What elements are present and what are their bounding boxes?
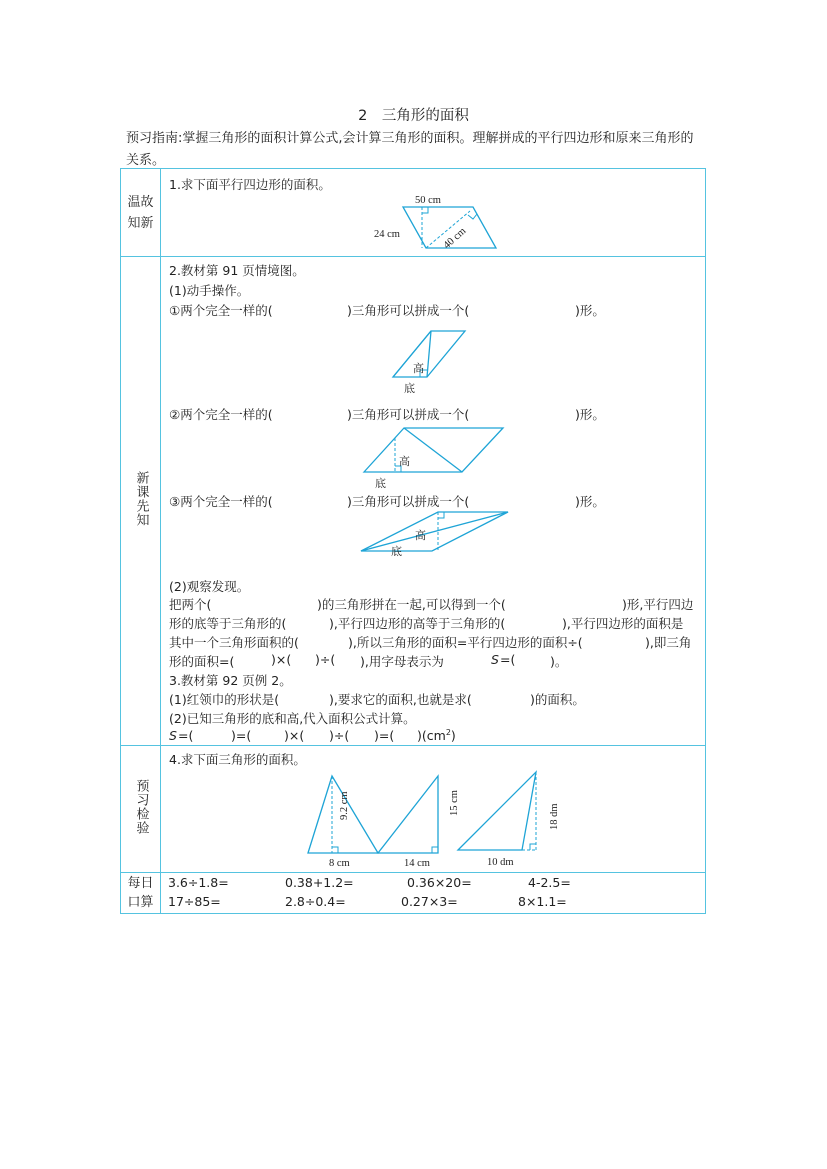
- check-label-text: 预习检验: [133, 779, 149, 835]
- question-4: 4.求下面三角形的面积。: [169, 752, 306, 767]
- q3-1-a: (1)红领巾的形状是(: [169, 692, 280, 707]
- q3-3-b: )=(: [231, 728, 252, 743]
- daily-row: [121, 873, 706, 914]
- review-label-line1: 温故: [127, 194, 154, 210]
- obs3-a: 其中一个三角形面积的(: [169, 635, 299, 650]
- parallelogram-figure: [374, 191, 539, 255]
- calc-item: 0.38+1.2=: [285, 875, 354, 890]
- calc-item: 8×1.1=: [518, 894, 567, 909]
- label-8cm: 8 cm: [329, 858, 350, 869]
- obs4-d: ),用字母表示为: [360, 654, 444, 669]
- worksheet-table: [120, 168, 706, 914]
- row2-text-b: )三角形可以拼成一个(: [347, 407, 470, 422]
- new-lesson-label-text: 新课先知: [133, 471, 149, 527]
- row2-text-a: ②两个完全一样的(: [169, 407, 273, 422]
- q3-2: (2)已知三角形的底和高,代入面积公式计算。: [169, 711, 416, 726]
- triangles-figure: [301, 768, 561, 872]
- calc-item: 17÷85=: [168, 894, 221, 909]
- fig3-base-label: 底: [391, 545, 402, 558]
- label-9-2cm: 9.2 cm: [339, 791, 350, 820]
- figure-obtuse-triangles: [359, 512, 511, 558]
- obs4-s: S: [491, 652, 499, 667]
- review-content: [161, 169, 706, 257]
- q3-3-close: ): [450, 728, 456, 744]
- figure-right-triangles: [386, 329, 486, 387]
- label-14cm: 14 cm: [404, 858, 430, 869]
- part-1-heading: (1)动手操作。: [169, 283, 250, 298]
- page-title: 2 三角形的面积: [358, 108, 469, 124]
- question-2: 2.教材第 91 页情境图。: [169, 263, 305, 278]
- fig1-base-label: 底: [404, 382, 415, 395]
- q3-3-unit: )(cm: [417, 728, 446, 744]
- row2-text-c: )形。: [575, 407, 605, 422]
- fig3-height-label: 高: [415, 529, 426, 542]
- obs2-c: ),平行四边形的面积是: [562, 616, 684, 631]
- obs1-a: 把两个(: [169, 597, 212, 612]
- obs3-b: ),所以三角形的面积=平行四边形的面积÷(: [348, 635, 583, 650]
- label-15cm: 15 cm: [449, 790, 460, 816]
- calc-item: 0.36×20=: [407, 875, 472, 890]
- q3-3-a: =(: [178, 728, 194, 743]
- new-lesson-row: [121, 257, 706, 746]
- calc-item: 0.27×3=: [401, 894, 458, 909]
- obs4-a: 形的面积=(: [169, 654, 235, 669]
- calc-item: 2.8÷0.4=: [285, 894, 346, 909]
- row3-text-b: )三角形可以拼成一个(: [347, 494, 470, 509]
- row1-text-b: )三角形可以拼成一个(: [347, 303, 470, 318]
- obs3-c: ),即三角: [645, 635, 692, 650]
- check-row: [121, 746, 706, 873]
- row3-text-a: ③两个完全一样的(: [169, 494, 273, 509]
- label-24cm: 24 cm: [374, 229, 400, 240]
- label-50cm: 50 cm: [415, 195, 441, 206]
- calc-item: 4-2.5=: [528, 875, 571, 890]
- q3-3-sup: 2: [445, 728, 451, 737]
- q3-3-d: )÷(: [329, 728, 350, 743]
- check-content: [161, 746, 706, 873]
- row1-text-c: )形。: [575, 303, 605, 318]
- daily-label: [121, 873, 161, 914]
- q3-3-e: )=(: [374, 728, 395, 743]
- row1-text-a: ①两个完全一样的(: [169, 303, 273, 318]
- q3-1-c: )的面积。: [530, 692, 585, 707]
- q3-1-b: ),要求它的面积,也就是求(: [329, 692, 472, 707]
- daily-label-line2: 口算: [127, 895, 154, 910]
- new-lesson-label: [121, 257, 161, 746]
- fig2-height-label: 高: [399, 455, 410, 468]
- part-2-heading: (2)观察发现。: [169, 579, 250, 594]
- obs4-e: =(: [500, 652, 516, 667]
- obs2-b: ),平行四边形的高等于三角形的(: [329, 616, 506, 631]
- calc-item: 3.6÷1.8=: [168, 875, 229, 890]
- q3-3-f: [417, 728, 456, 743]
- daily-content: [161, 873, 706, 914]
- row3-text-c: )形。: [575, 494, 605, 509]
- figure-acute-triangles: [361, 425, 506, 479]
- obs4-c: )÷(: [315, 652, 336, 667]
- q3-3-c: )×(: [284, 728, 305, 743]
- obs1-c: )形,平行四边: [622, 597, 694, 612]
- obs2-a: 形的底等于三角形的(: [169, 616, 287, 631]
- q3-3-s: S: [169, 728, 177, 743]
- question-3: 3.教材第 92 页例 2。: [169, 673, 292, 688]
- question-1: 1.求下面平行四边形的面积。: [169, 177, 331, 192]
- label-10dm: 10 dm: [487, 857, 514, 868]
- check-label: [121, 746, 161, 873]
- review-row: [121, 169, 706, 257]
- label-40cm: 40 cm: [441, 225, 469, 252]
- obs1-b: )的三角形拼在一起,可以得到一个(: [317, 597, 506, 612]
- preview-guide: 预习指南:掌握三角形的面积计算公式,会计算三角形的面积。理解拼成的平行四边形和原来三角形的关系。: [126, 131, 694, 168]
- obs4-f: )。: [550, 654, 568, 669]
- review-label-line2: 知新: [127, 215, 154, 231]
- fig1-height-label: 高: [413, 362, 424, 375]
- obs4-b: )×(: [271, 652, 292, 667]
- label-18dm: 18 dm: [549, 803, 560, 830]
- review-label: [121, 169, 161, 257]
- daily-label-line1: 每日: [127, 876, 154, 891]
- new-lesson-content: [161, 257, 706, 746]
- fig2-base-label: 底: [375, 477, 386, 490]
